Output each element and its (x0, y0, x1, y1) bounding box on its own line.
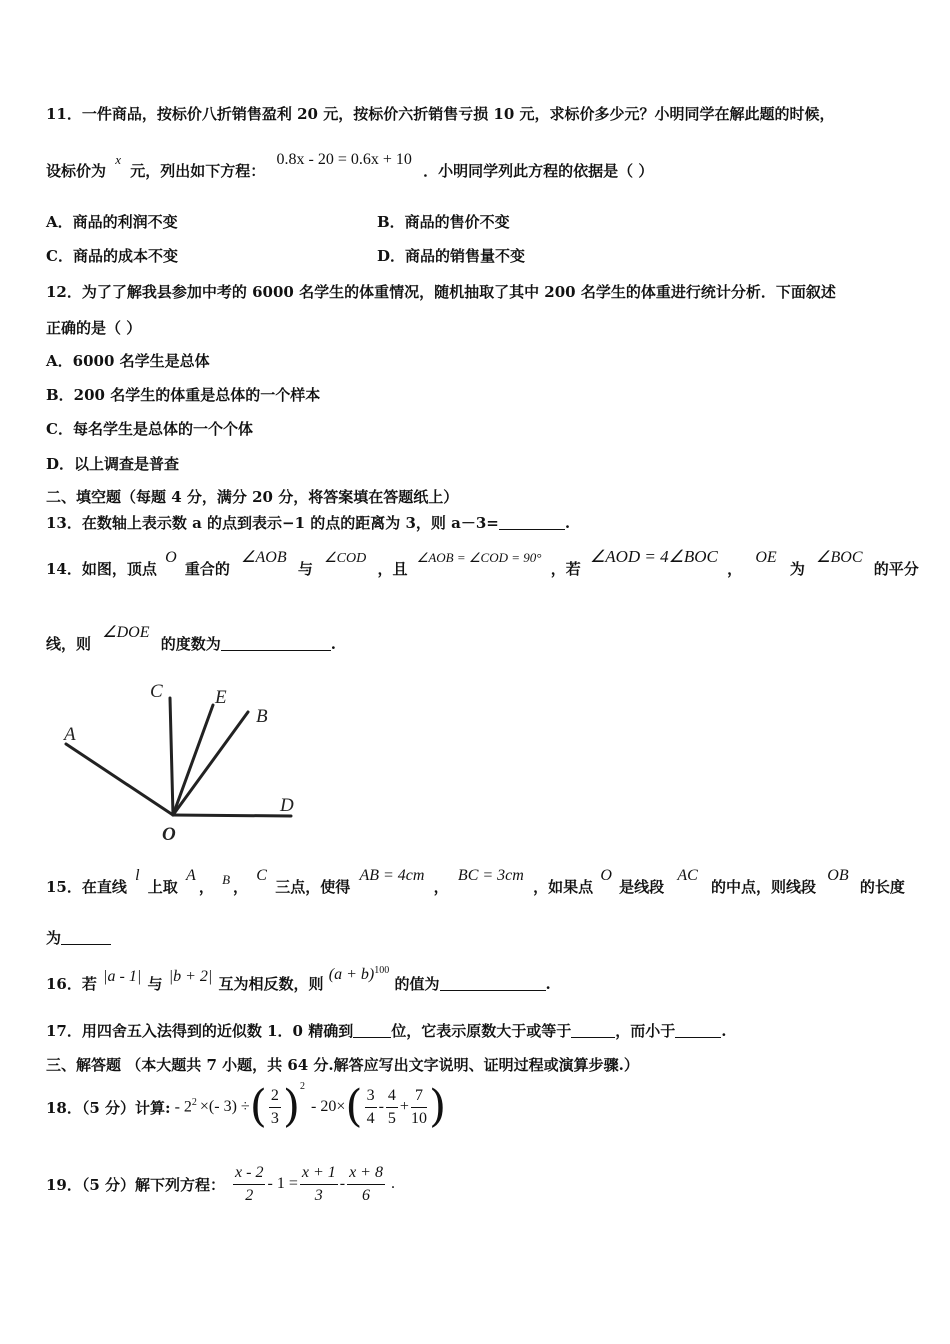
q15-comma-1: ， (198, 878, 214, 896)
section2-heading: 二、填空题（每题 4 分，满分 20 分，将答案填在答题纸上） (46, 488, 459, 506)
q15-point-c: C (256, 867, 267, 884)
q18-f1-num: 2 (269, 1085, 281, 1108)
q14-text-7: 为 (789, 560, 805, 578)
q11-option-b[interactable]: B．商品的售价不变 (377, 213, 510, 231)
q11-option-a[interactable]: A．商品的利润不变 (46, 213, 178, 231)
q16-abs-a: |a - 1| (103, 968, 142, 985)
q19-f1-den: 2 (245, 1186, 254, 1204)
q16-abs-b: |b + 2| (168, 968, 213, 985)
q16-text-4: 的值为 (394, 975, 440, 993)
q16-power (329, 965, 389, 983)
q19-f2-den: 3 (314, 1186, 323, 1204)
q17-text-1: 17．用四舍五入法得到的近似数 1．0 精确到 (46, 1022, 354, 1040)
q17-text-2: 位，它表示原数大于或等于 (391, 1022, 572, 1040)
q11-equation: 0.8x - 20 = 0.6x + 10 (276, 151, 412, 168)
q18-paren-close-1: ) (282, 1081, 301, 1132)
q14-text-8: 的平分 (873, 560, 919, 578)
q15-text-1: 15．在直线 (46, 878, 127, 896)
q11-line1: 11．一件商品，按标价八折销售盈利 20 元，按标价六折销售亏损 10 元，求标价多少元？小明同学在解此题的时候， (46, 105, 835, 123)
q17-blank-1[interactable] (353, 1023, 391, 1038)
q14-line2 (46, 624, 336, 654)
q15-text-2: 上取 (147, 878, 178, 896)
q15-point-o: O (600, 867, 612, 884)
q16 (46, 965, 551, 994)
q14-text-5: ，若 (550, 560, 581, 578)
q13-end: . (564, 514, 571, 532)
q15-segment-ob: OB (827, 867, 849, 884)
q15-text-7: 的长度 (859, 878, 905, 896)
q14-angle-boc: ∠BOC (816, 549, 863, 566)
q12-line1: 12．为了了解我县参加中考的 6000 名学生的体重情况，随机抽取了其中 200 名学生的体重进行统计分析．下面叙述 (46, 283, 836, 301)
q19-f3-num: x + 8 (347, 1162, 385, 1185)
q18-exp-1: 2 (191, 1097, 197, 1109)
q16-text-2: 与 (147, 975, 163, 993)
q15-line2 (46, 927, 111, 948)
q18-paren-close-2: ) (428, 1081, 447, 1132)
q13-answer-blank[interactable] (499, 515, 565, 530)
q18-fraction-2 (365, 1085, 377, 1130)
q18-term-3: - 20× (311, 1098, 346, 1115)
q18-fraction-4 (411, 1085, 427, 1130)
q12-option-a[interactable]: A．6000 名学生是总体 (46, 352, 210, 370)
ray-oc (170, 698, 173, 815)
q19-term-1: - 1 = (267, 1175, 298, 1192)
q15-text-5: 是线段 (619, 878, 665, 896)
q15-text-3: 三点，使得 (275, 878, 351, 896)
q16-answer-blank[interactable] (440, 976, 546, 991)
q18-label: 18．（5 分）计算: (46, 1098, 171, 1117)
q18-f4-num: 7 (411, 1085, 427, 1108)
q14-angle-cod: ∠COD (324, 551, 367, 566)
q18-f2-den: 4 (366, 1109, 375, 1127)
q15-comma-2: ， (233, 878, 249, 896)
q15-text-6: 的中点，则线段 (711, 878, 817, 896)
q15-text-8: 为 (46, 929, 62, 947)
q19-f2-num: x + 1 (300, 1162, 338, 1185)
q19-fraction-2 (300, 1162, 338, 1207)
q18-paren-open-1: ( (249, 1081, 267, 1132)
q14-text-9: 线，则 (46, 635, 92, 653)
q14-equation-2: ∠AOD = 4∠BOC (589, 547, 718, 566)
q18 (46, 1083, 446, 1131)
q14-ray-oe: OE (755, 549, 777, 566)
q19-fraction-1 (233, 1162, 265, 1207)
q19-f3-den: 6 (362, 1186, 371, 1204)
q12-line2: 正确的是（ ） (46, 319, 142, 337)
q15-answer-blank[interactable] (61, 930, 111, 945)
q18-plus: + (399, 1098, 409, 1115)
q14-text-2: 重合的 (184, 560, 230, 578)
q14-text-6: ， (727, 560, 743, 578)
q13-text: 13．在数轴上表示数 a 的点到表示−1 的点的距离为 3，则 a－3= (46, 514, 499, 532)
ray-od (173, 815, 291, 816)
q16-text-3: 互为相反数，则 (218, 975, 324, 993)
q18-term-1 (175, 1097, 197, 1116)
q15-equation-bc: BC = 3cm (457, 867, 524, 884)
q17-blank-3[interactable] (675, 1023, 721, 1038)
q16-text-1: 16．若 (46, 975, 97, 993)
q17 (46, 1020, 726, 1041)
q14-answer-blank[interactable] (221, 636, 331, 651)
q15-text-4: ，如果点 (533, 878, 594, 896)
q18-exp-2: 2 (300, 1081, 306, 1092)
q12-option-d[interactable]: D．以上调查是普查 (46, 455, 180, 473)
q16-base: (a + b) (328, 966, 375, 983)
q18-minus: - (378, 1098, 384, 1115)
label-a: A (64, 724, 76, 745)
q14-angle-doe: ∠DOE (102, 624, 150, 641)
q19-end: . (390, 1175, 395, 1192)
q14-point-o: O (165, 549, 177, 566)
q18-f1-den: 3 (270, 1109, 279, 1127)
q18-f3-den: 5 (387, 1109, 396, 1127)
q14-equation-1: ∠AOB = ∠COD = 90° (416, 550, 542, 565)
q18-f4-den: 10 (410, 1109, 427, 1127)
q18-fraction-3 (386, 1085, 398, 1130)
q18-f3-num: 4 (386, 1085, 398, 1108)
q11-option-c[interactable]: C．商品的成本不变 (46, 247, 178, 265)
ray-ob (173, 712, 248, 815)
q18-neg-two: - 2 (174, 1098, 192, 1116)
q11-line2 (46, 151, 654, 181)
q15-line1 (46, 867, 905, 897)
q19-label: 19．（5 分）解下列方程： (46, 1175, 226, 1194)
label-o: O (162, 824, 176, 845)
q15-point-a: A (186, 867, 196, 884)
ray-oa (66, 744, 173, 815)
q18-f2-num: 3 (365, 1085, 377, 1108)
q16-exponent: 100 (374, 965, 390, 976)
angle-figure (55, 675, 315, 850)
q14-end: . (330, 635, 336, 653)
q14-text-3: 与 (297, 560, 313, 578)
q18-paren-open-2: ( (345, 1081, 363, 1132)
q14-text-10: 的度数为 (160, 635, 221, 653)
q12-option-b[interactable]: B．200 名学生的体重是总体的一个样本 (46, 386, 321, 404)
q18-fraction-1 (269, 1085, 281, 1130)
label-e: E (215, 687, 227, 708)
q19-fraction-3 (347, 1162, 385, 1207)
q15-segment-ac: AC (677, 867, 698, 884)
q11-text-c: ．小明同学列此方程的依据是（ ） (423, 162, 654, 180)
q17-blank-2[interactable] (571, 1023, 615, 1038)
q19-f1-num: x - 2 (233, 1162, 265, 1185)
section3-heading: 三、解答题 （本大题共 7 小题，共 64 分.解答应写出文字说明、证明过程或演算步骤.） (46, 1056, 639, 1074)
q12-option-c[interactable]: C．每名学生是总体的一个个体 (46, 420, 253, 438)
q17-end: . (721, 1022, 727, 1040)
q17-text-3: ，而小于 (615, 1022, 676, 1040)
q14-angle-aob: ∠AOB (241, 549, 287, 566)
q14-line1 (46, 547, 919, 579)
label-b: B (256, 706, 268, 727)
q11-text-b: 元，列出如下方程： (130, 162, 266, 180)
q14-text-1: 14．如图，顶点 (46, 560, 157, 578)
q11-text-a: 设标价为 (46, 162, 107, 180)
q14-text-4: ，且 (377, 560, 408, 578)
label-c: C (150, 681, 163, 702)
q15-line-l: l (135, 867, 140, 884)
q11-var-x: x (115, 152, 122, 167)
q18-term-2: ×(- 3) ÷ (199, 1098, 250, 1115)
label-d: D (280, 795, 294, 816)
ray-oe (173, 705, 213, 815)
q11-option-d[interactable]: D．商品的销售量不变 (377, 247, 526, 265)
q19-term-2: - (339, 1175, 346, 1192)
q15-point-b: B (222, 872, 231, 887)
q16-end: . (545, 975, 551, 993)
q19 (46, 1160, 395, 1208)
q13 (46, 512, 570, 533)
q15-equation-ab: AB = 4cm (359, 867, 425, 884)
q15-comma-3: ， (433, 878, 449, 896)
